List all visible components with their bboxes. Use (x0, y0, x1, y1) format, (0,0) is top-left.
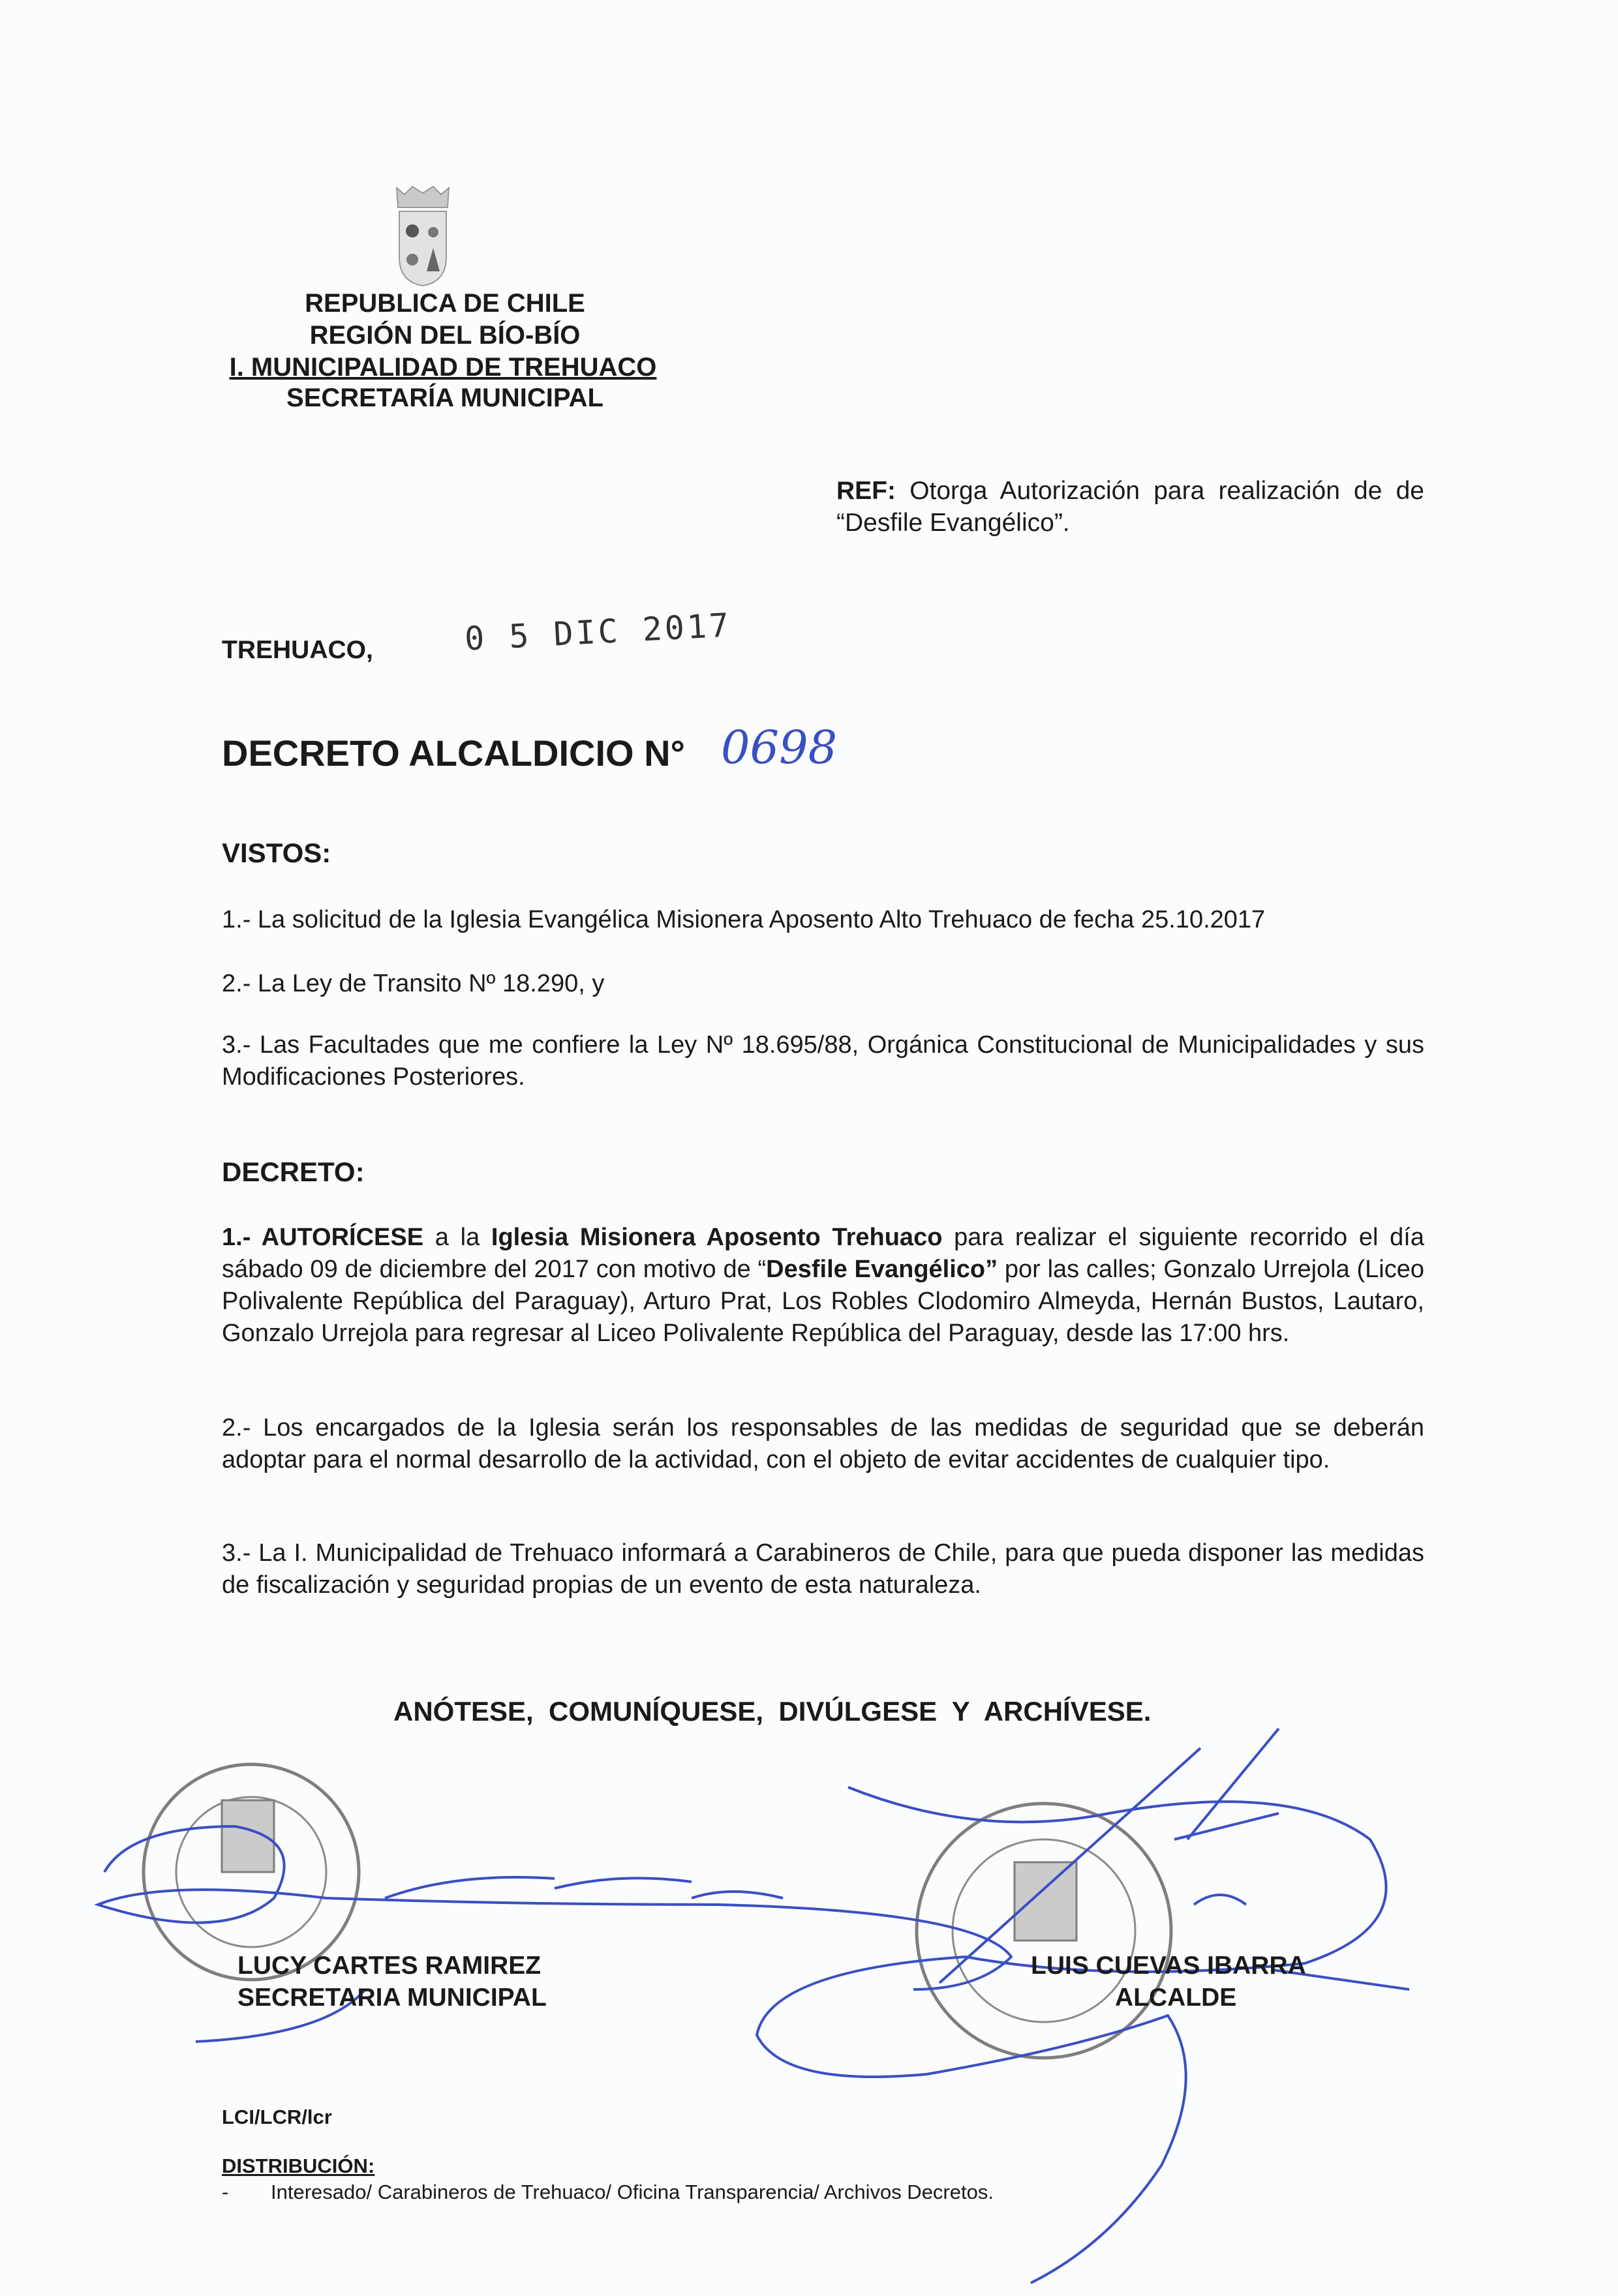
decreto-heading: DECRETO: (222, 1156, 365, 1187)
decree-number-handwritten: 0698 (721, 721, 838, 774)
distribution-heading: DISTRIBUCIÓN: (222, 2154, 375, 2177)
left-signatory-name: LUCY CARTES RAMIREZ (237, 1952, 542, 1980)
vistos-heading: VISTOS: (222, 838, 331, 868)
decreto-paragraph-3: 3.- La I. Municipalidad de Trehuaco informará a Carabineros de Chile, para que pueda disponer las medidas de fiscalización y seguridad propias de un evento de esta naturaleza. (222, 1539, 1424, 1599)
distribution-item: Interesado/ Carabineros de Trehuaco/ Oficina Transparencia/ Archivos Decretos. (271, 2181, 994, 2203)
ref-text: Otorga Autorización para realización de de “Desfile Evangélico”. (836, 477, 1424, 537)
closing-formula: ANÓTESE, COMUNÍQUESE, DIVÚLGESE Y ARCHÍVESE. (393, 1696, 1152, 1727)
distribution-bullet: - (222, 2181, 229, 2203)
left-signatory-role: SECRETARIA MUNICIPAL (237, 1984, 547, 2012)
right-signatory-role: ALCALDE (1115, 1984, 1237, 2012)
decree-title: DECRETO ALCALDICIO N° (222, 733, 685, 774)
vistos-item-2: 2.- La Ley de Transito Nº 18.290, y (222, 970, 605, 997)
left-stamp (144, 1764, 359, 1980)
right-stamp (917, 1804, 1171, 2058)
decreto-paragraph-1 (222, 1222, 1424, 1350)
p1-bold-iglesia: Iglesia Misionera Aposento Trehuaco (491, 1224, 943, 1251)
p1-bold-autoricese: 1.- AUTORÍCESE (222, 1224, 424, 1251)
p1-bold-desfile: Desfile Evangélico” (766, 1256, 998, 1283)
header-region: REGIÓN DEL BÍO-BÍO (309, 321, 581, 350)
vistos-item-1: 1.- La solicitud de la Iglesia Evangélica Misionera Aposento Alto Trehuaco de fecha 25.10.2017 (222, 906, 1266, 933)
municipal-crest-logo (391, 185, 454, 287)
right-signatory-name: LUIS CUEVAS IBARRA (1031, 1952, 1306, 1980)
decreto-paragraph-2: 2.- Los encargados de la Iglesia serán los responsables de las medidas de seguridad que se deberán adoptar para el normal desarrollo de la actividad, con el objeto de evitar accidentes de cualquier tipo. (222, 1414, 1424, 1473)
header-municipality: I. MUNICIPALIDAD DE TREHUACO (229, 353, 657, 382)
place: TREHUACO, (222, 636, 373, 664)
vistos-item-3: 3.- Las Facultades que me confiere la Ley Nº 18.695/88, Orgánica Constitucional de Municipalidades y sus Modificaciones Posteriores. (222, 1031, 1424, 1091)
header-secretaria: SECRETARÍA MUNICIPAL (286, 384, 603, 412)
p1-text: para realizar el siguiente recorrido el día sábado 09 de diciembre del 2017 con motivo de “ (222, 1224, 1424, 1283)
date-stamp: 0 5 DIC 2017 (463, 606, 733, 658)
initials: LCI/LCR/lcr (222, 2106, 332, 2128)
p1-text: por las calles; Gonzalo Urrejola (Liceo Polivalente República del Paraguay), Arturo Prat, Los Robles Clodomiro Almeyda, Hernán Bustos, Lautaro, Gonzalo Urrejola para regresar al Liceo Polivalente República del Paraguay, desde las 17:00 hrs. (222, 1256, 1424, 1347)
ref-block (836, 475, 1424, 539)
p1-text: a la (423, 1224, 491, 1251)
header-republic: REPUBLICA DE CHILE (305, 289, 585, 318)
ref-label: REF: (836, 477, 896, 505)
